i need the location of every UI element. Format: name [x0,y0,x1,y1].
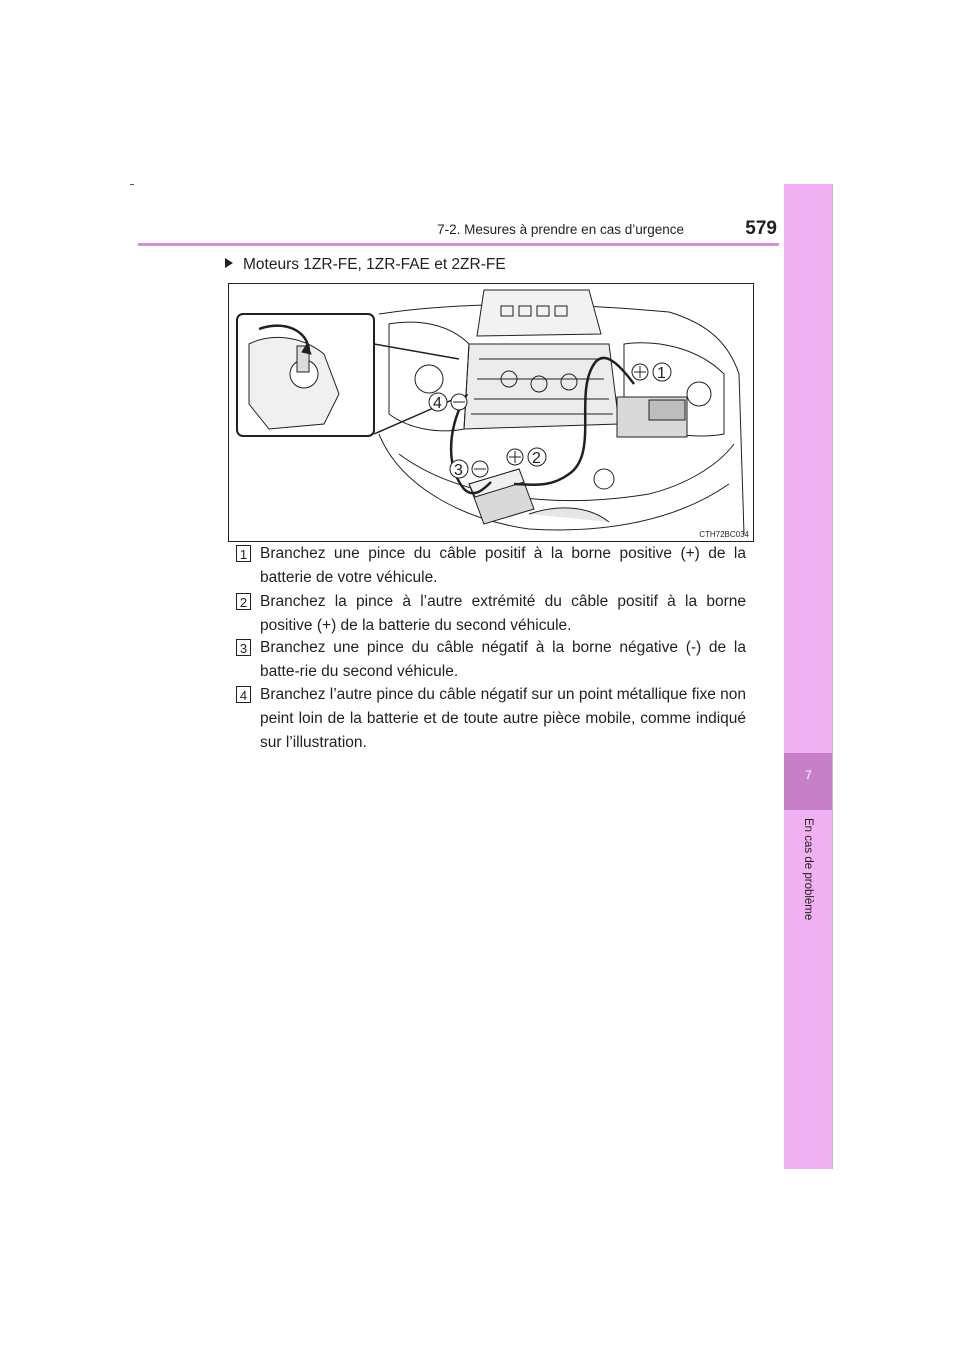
step-number-3: 3 [236,639,251,656]
chapter-number: 7 [805,768,812,782]
chapter-tab [784,184,833,1169]
triangle-bullet-icon [225,258,233,268]
step-number-4: 4 [236,686,251,703]
callout-3: 3 [454,462,463,479]
step-1 [236,542,746,590]
section-title: 7-2. Mesures à prendre en cas d’urgence [437,222,684,237]
callout-4: 4 [433,395,442,412]
engine-illustration [228,283,754,542]
step-text-1: Branchez une pince du câble positif à la borne positive (+) de la batterie de votre véhicule. [260,545,746,586]
subtitle-text: Moteurs 1ZR-FE, 1ZR-FAE et 2ZR-FE [243,256,506,273]
header-rule [138,243,779,246]
step-number-2: 2 [236,593,251,610]
step-text-3: Branchez une pince du câble négatif à la borne négative (-) de la batte-rie du second véhicule. [260,639,746,680]
step-number-1: 1 [236,545,251,562]
callout-2: 2 [532,450,541,467]
step-2 [236,590,746,638]
callout-1: 1 [657,365,666,382]
figure-code: CTH72BC034 [699,530,749,539]
crop-mark [130,184,134,185]
step-4 [236,683,746,755]
page-number: 579 [745,218,777,239]
tab-divider [832,184,833,1169]
step-text-2: Branchez la pince à l’autre extrémité du câble positif à la borne positive (+) de la batterie du second véhicule. [260,593,746,634]
chapter-label: En cas de problème [802,818,814,921]
step-text-4: Branchez l’autre pince du câble négatif sur un point métallique fixe non peint loin de la batterie et de toute autre pièce mobile, comme indiqué sur l’illustration. [260,686,746,751]
step-3 [236,636,746,684]
engine-subtitle [225,256,506,274]
engine-bay-drawing [229,284,753,541]
